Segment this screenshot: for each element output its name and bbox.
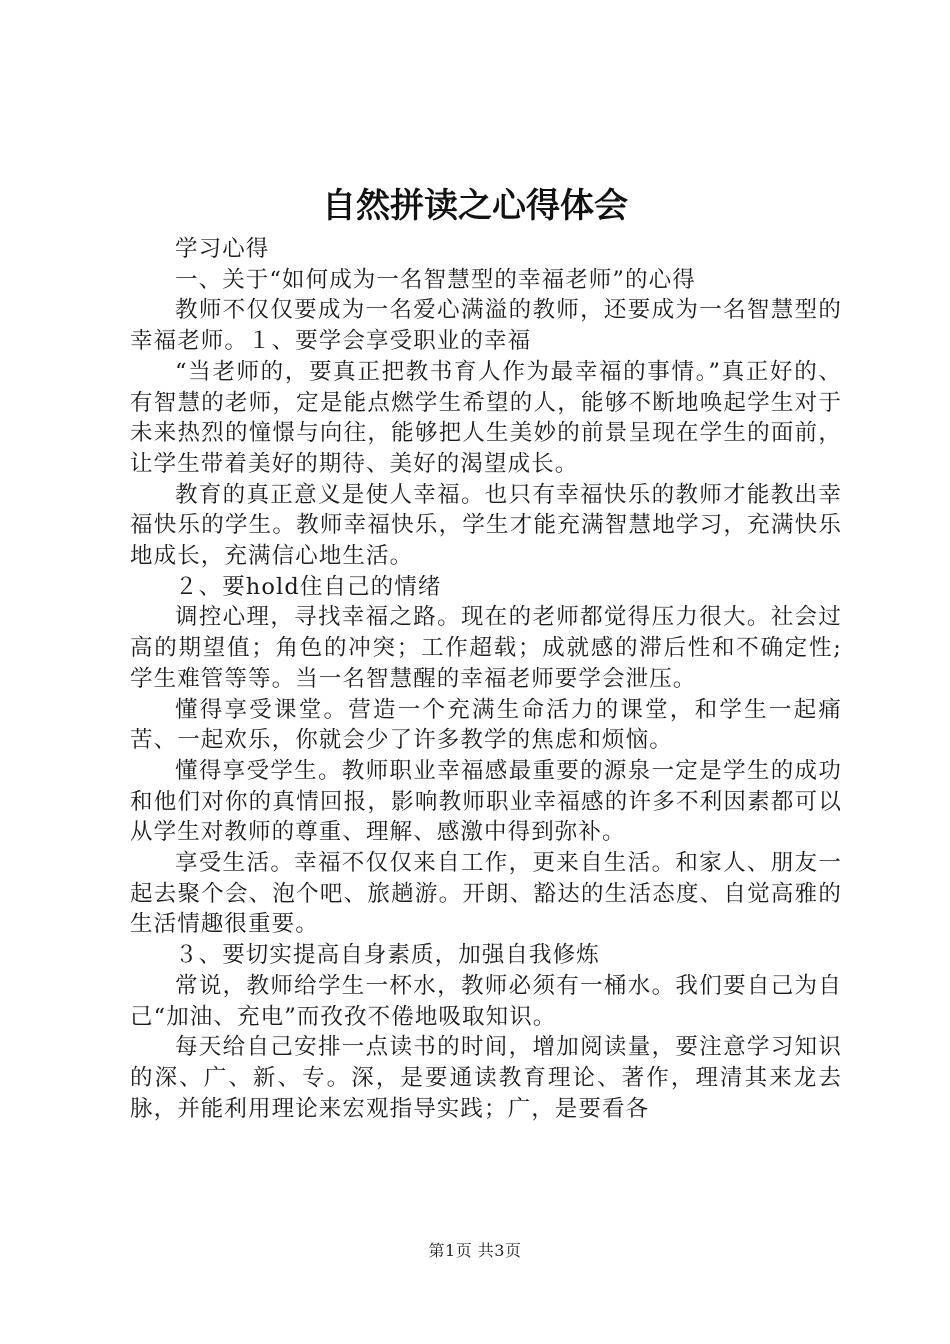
document-body [130, 234, 842, 1124]
document-title: 自然拼读之心得体会 [322, 186, 628, 226]
paragraph: 享受生活。幸福不仅仅来自工作，更来自生活。和家人、朋友一起去聚个会、泡个吧、旅趟游。开朗、豁达的生活态度、自觉高雅的生活情趣很重要。 [130, 850, 842, 938]
paragraph: 教师不仅仅要成为一名爱心满溢的教师，还要成为一名智慧型的幸福老师。１、要学会享受职业的幸福 [130, 297, 842, 355]
paragraph: 常说，教师给学生一杯水，教师必须有一桶水。我们要自己为自己“加油、充电”而孜孜不倦地吸取知识。 [130, 972, 842, 1030]
page-footer: 第1页 共3页 [428, 1241, 522, 1260]
paragraph: ２、要hold住自己的情绪 [175, 573, 442, 600]
paragraph: ３、要切实提高自身素质，加强自我修炼 [175, 942, 600, 969]
paragraph: 一、关于“如何成为一名智慧型的幸福老师”的心得 [175, 266, 696, 293]
paragraph: 学习心得 [175, 236, 270, 262]
paragraph: 懂得享受课堂。营造一个充满生命活力的课堂，和学生一起痛苦、一起欢乐，你就会少了许多教学的焦虑和烦恼。 [130, 696, 842, 754]
paragraph: 每天给自己安排一点读书的时间，增加阅读量，要注意学习知识的深、广、新、专。深，是要通读教育理论、著作，理清其来龙去脉，并能利用理论来宏观指导实践；广，是要看各 [130, 1034, 842, 1122]
paragraph: “当老师的，要真正把教书育人作为最幸福的事情。”真正好的、有智慧的老师，定是能点燃学生希望的人，能够不断地唤起学生对于未来热烈的憧憬与向往，能够把人生美妙的前景呈现在学生的面前，让学生带着美好的期待、美好的渴望成长。 [130, 358, 842, 477]
paragraph: 懂得享受学生。教师职业幸福感最重要的源泉一定是学生的成功和他们对你的真情回报，影响教师职业幸福感的许多不利因素都可以从学生对教师的尊重、理解、感激中得到弥补。 [130, 757, 842, 846]
paragraph: 调控心理，寻找幸福之路。现在的老师都觉得压力很大。社会过高的期望值；角色的冲突；工作超载；成就感的滞后性和不确定性;学生难管等等。当一名智慧醒的幸福老师要学会泄压。 [130, 604, 842, 692]
paragraph: 教育的真正意义是使人幸福。也只有幸福快乐的教师才能教出幸福快乐的学生。教师幸福快乐，学生才能充满智慧地学习，充满快乐地成长，充满信心地生活。 [130, 481, 842, 570]
